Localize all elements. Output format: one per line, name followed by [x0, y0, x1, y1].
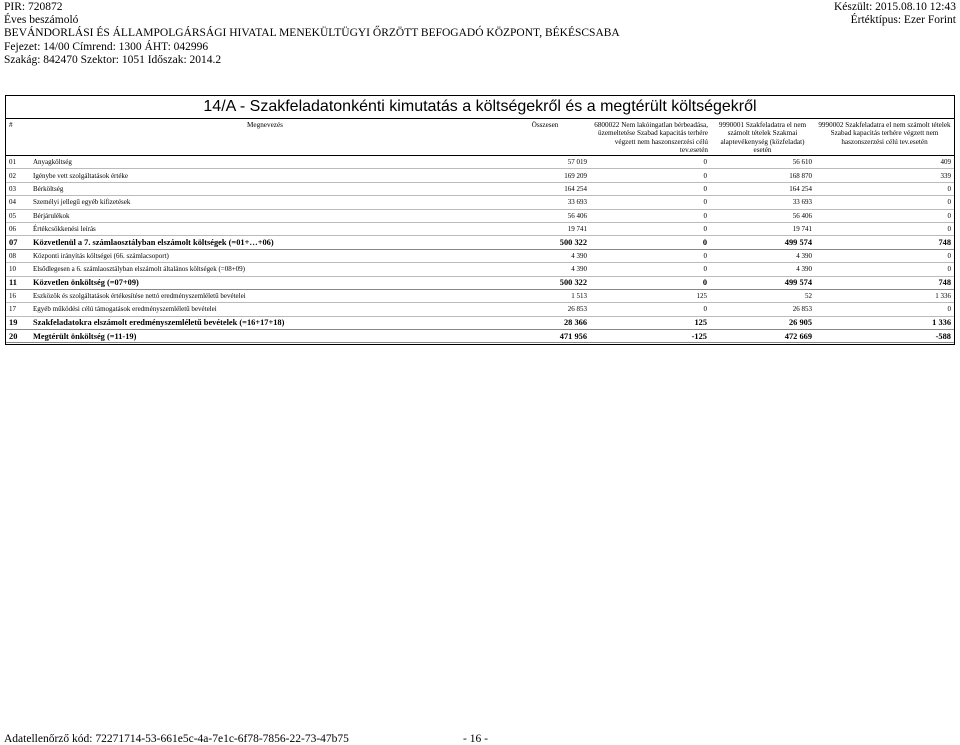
row-name: Szakfeladatokra elszámolt eredményszemléletű bevételek (=16+17+18) [33, 318, 285, 328]
row-value-9990002: 1 336 [932, 318, 951, 328]
row-value-9990001: 56 610 [792, 158, 812, 167]
row-value-6800022: 0 [703, 184, 707, 193]
row-value-9990001: 4 390 [796, 251, 812, 260]
control-code: Adatellenőrző kód: 72271714-53-661e5c-4a-7e1c-6f78-7856-22-73-47b75 [4, 733, 349, 745]
col-header-total: Összesen [500, 119, 590, 156]
row-name: Megtérült önköltség (=11-19) [33, 331, 137, 341]
row-name: Anyagköltség [33, 158, 72, 167]
row-value-9990001: 168 870 [789, 171, 812, 180]
row-total: 33 693 [567, 198, 587, 207]
row-name: Személyi jellegű egyéb kifizetések [33, 198, 131, 207]
row-value-9990001: 472 669 [784, 331, 812, 341]
row-name: Igénybe vett szolgáltatások értéke [33, 171, 129, 180]
row-value-9990001: 164 254 [789, 184, 812, 193]
row-total: 4 390 [571, 251, 587, 260]
row-value-6800022: 0 [703, 158, 707, 167]
row-value-9990002: 0 [947, 251, 951, 260]
row-value-9990001: 52 [805, 292, 812, 301]
row-total: 28 366 [563, 318, 587, 328]
row-name: Bérjárulékok [33, 211, 70, 220]
row-value-6800022: 0 [703, 225, 707, 234]
row-name: Közvetlenül a 7. számlaosztályban elszámolt költségek (=01+…+06) [33, 238, 274, 248]
row-number: 01 [9, 158, 16, 167]
row-value-9990002: 0 [947, 211, 951, 220]
row-number: 10 [9, 265, 16, 274]
row-name: Értékcsökkenési leírás [33, 225, 96, 234]
row-value-9990002: 0 [947, 265, 951, 274]
table-header-row [6, 119, 954, 156]
row-number: 19 [9, 318, 18, 328]
row-total: 169 209 [564, 171, 587, 180]
report-type-line: Éves beszámoló [4, 14, 79, 27]
row-value-6800022: 0 [703, 305, 707, 314]
table-row [6, 182, 954, 195]
row-total: 57 019 [567, 158, 587, 167]
row-name: Elsődlegesen a 6. számlaosztályban elszámolt általános költségek (=08+09) [33, 265, 245, 274]
header-right [834, 1, 956, 27]
row-value-9990001: 26 853 [792, 305, 812, 314]
row-number: 03 [9, 184, 16, 193]
row-total: 1 513 [571, 292, 587, 301]
row-total: 164 254 [564, 184, 587, 193]
header-left [4, 1, 620, 67]
table-row [6, 196, 954, 209]
table-row [6, 236, 954, 249]
row-value-9990001: 56 406 [792, 211, 812, 220]
table-row [6, 289, 954, 302]
report-title: 14/A - Szakfeladatonkénti kimutatás a költségekről és a megtérült költségekről [203, 98, 757, 115]
row-name: Egyéb működési célú támogatások eredményszemléletű bevételei [33, 305, 217, 314]
col-header-9990001: 9990001 Szakfeladatra el nem számolt tételek Szakmai alaptevékenység (közfeladat) esetén [710, 119, 815, 156]
row-value-9990001: 33 693 [792, 198, 812, 207]
row-name: Eszközök és szolgáltatások értékesítése nettó eredményszemléletű bevételei [33, 292, 246, 301]
row-number: 07 [9, 238, 18, 248]
value-type: Értéktípus: Ezer Forint [850, 14, 956, 27]
row-value-9990001: 26 905 [788, 318, 812, 328]
row-value-9990002: 748 [938, 278, 951, 288]
row-total: 500 322 [559, 278, 587, 288]
col-header-6800022: 6800022 Nem lakóingatlan bérbeadása, üzemeltetése Szabad kapacitás terhére végzett nem haszonszerzési célú tev.esetén [590, 119, 710, 156]
table-row [6, 249, 954, 262]
row-total: 500 322 [559, 238, 587, 248]
row-number: 05 [9, 211, 16, 220]
row-value-6800022: 0 [703, 198, 707, 207]
row-value-9990002: 0 [947, 305, 951, 314]
row-number: 17 [9, 305, 16, 314]
col-header-number: # [6, 119, 30, 156]
row-value-9990001: 19 741 [792, 225, 812, 234]
row-value-6800022: 0 [702, 238, 707, 248]
row-value-9990002: 1 336 [935, 292, 951, 301]
row-value-9990002: 0 [947, 184, 951, 193]
row-total: 4 390 [571, 265, 587, 274]
row-value-6800022: 0 [703, 251, 707, 260]
table-row [6, 222, 954, 235]
row-number: 08 [9, 251, 16, 260]
row-value-6800022: 0 [703, 265, 707, 274]
row-value-6800022: -125 [691, 331, 707, 341]
row-value-9990002: 409 [940, 158, 951, 167]
row-number: 16 [9, 292, 16, 301]
table-row [6, 156, 954, 169]
row-total: 26 853 [567, 305, 587, 314]
row-name: Bérköltség [33, 184, 64, 193]
table-row [6, 330, 954, 343]
row-value-9990002: 0 [947, 225, 951, 234]
table-row [6, 303, 954, 316]
table-row [6, 263, 954, 276]
col-header-9990002: 9990002 Szakfeladatra el nem számolt tételek Szabad kapacitás terhére végzett nem haszonszerzési célú tev.esetén [815, 119, 954, 156]
page-number: - 16 - [463, 733, 488, 745]
table-row [6, 316, 954, 329]
row-value-9990001: 499 574 [784, 278, 812, 288]
row-total: 19 741 [567, 225, 587, 234]
row-value-6800022: 0 [703, 171, 707, 180]
row-value-9990002: 339 [940, 171, 951, 180]
row-value-9990001: 499 574 [784, 238, 812, 248]
row-value-6800022: 0 [703, 211, 707, 220]
row-value-9990001: 4 390 [796, 265, 812, 274]
row-name: Közvetlen önköltség (=07+09) [33, 278, 139, 288]
chapter-line: Fejezet: 14/00 Címrend: 1300 ÁHT: 042996 [4, 40, 209, 53]
row-number: 02 [9, 171, 16, 180]
row-name: Központi irányítás költségei (66. számlacsoport) [33, 251, 169, 260]
row-value-6800022: 125 [696, 292, 707, 301]
table-row [6, 276, 954, 289]
row-total: 471 956 [559, 331, 587, 341]
table-row [6, 209, 954, 222]
sector-line: Szakág: 842470 Szektor: 1051 Időszak: 2014.2 [4, 53, 222, 66]
institution-line: BEVÁNDORLÁSI ÉS ÁLLAMPOLGÁRSÁGI HIVATAL MENEKÜLTÜGYI ŐRZÖTT BEFOGADÓ KÖZPONT, BÉKÉSCSABA [4, 27, 620, 40]
row-number: 04 [9, 198, 16, 207]
created-date: Készült: 2015.08.10 12:43 [833, 1, 956, 13]
row-value-9990002: -588 [935, 331, 951, 341]
col-header-name: Megnevezés [30, 119, 500, 156]
row-total: 56 406 [567, 211, 587, 220]
row-number: 06 [9, 225, 16, 234]
table-row [6, 169, 954, 182]
row-value-9990002: 748 [938, 238, 951, 248]
row-number: 20 [9, 331, 18, 341]
row-value-6800022: 0 [702, 278, 707, 288]
row-number: 11 [9, 278, 17, 288]
row-value-6800022: 125 [694, 318, 707, 328]
cost-table [6, 118, 954, 343]
pir-line: PIR: 720872 [4, 1, 63, 13]
row-value-9990002: 0 [947, 198, 951, 207]
report-box [5, 95, 955, 345]
